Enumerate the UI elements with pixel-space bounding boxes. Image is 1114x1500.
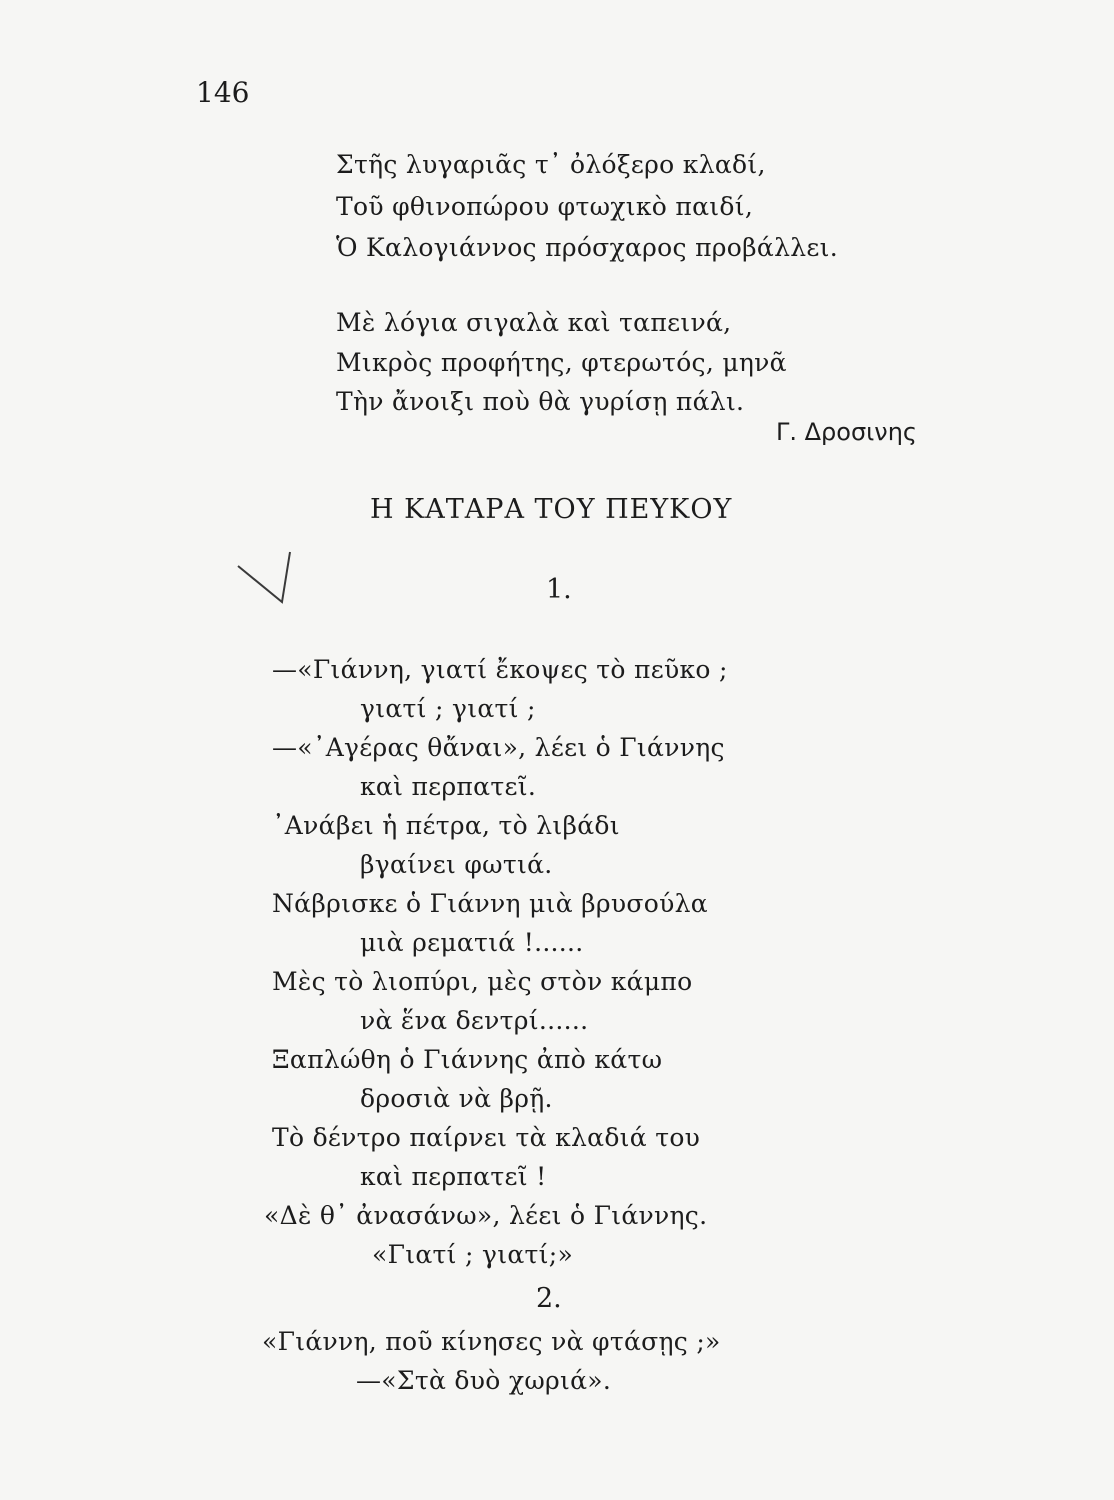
verse-line: —«᾽Αγέρας θἄναι», λέει ὁ Γιάννης [272,733,725,762]
verse-line: «Γιατί ; γιατί;» [372,1240,574,1269]
verse-line: βγαίνει φωτιά. [360,850,553,879]
verse-line: καὶ περπατεῖ. [360,772,537,801]
verse-line: Ὁ Καλογιάννος πρόσχαρος προβάλλει. [336,233,838,262]
verse-line: «Γιάννη, ποῦ κίνησες νὰ φτάσῃς ;» [262,1327,721,1356]
verse-line: Τὴν ἄνοιξι ποὺ θὰ γυρίσῃ πάλι. [336,387,745,416]
verse-line: Τοῦ φθινοπώρου φτωχικὸ παιδί, [336,192,754,221]
section-number-2: 2. [536,1283,562,1314]
check-mark-icon [232,540,302,610]
verse-line: Τὸ δέντρο παίρνει τὰ κλαδιά του [272,1123,701,1152]
author-signature: Γ. Δροσινης [776,418,917,446]
verse-line: Νάβρισκε ὁ Γιάννη μιὰ βρυσούλα [272,889,708,918]
verse-line: νὰ ἕνα δεντρί...... [360,1006,589,1035]
verse-line: Μὲ λόγια σιγαλὰ καὶ ταπεινά, [336,308,732,337]
page-number: 146 [196,76,250,109]
verse-line: καὶ περπατεῖ ! [360,1162,547,1191]
verse-line: ᾽Ανάβει ἡ πέτρα, τὸ λιβάδι [272,811,620,840]
verse-line: Στῆς λυγαριᾶς τ᾽ ὀλόξερο κλαδί, [336,150,766,179]
section-number-1: 1. [546,574,572,605]
verse-line: μιὰ ρεματιά !...... [360,928,584,957]
verse-line: Ξαπλώθη ὁ Γιάννης ἀπὸ κάτω [272,1045,663,1074]
verse-line: —«Στὰ δυὸ χωριά». [356,1366,612,1395]
poem-title: Η ΚΑΤΑΡΑ ΤΟΥ ΠΕΥΚΟΥ [370,494,733,525]
verse-line: —«Γιάννη, γιατί ἔκοψες τὸ πεῦκο ; [272,655,728,684]
verse-line: Μὲς τὸ λιοπύρι, μὲς στὸν κάμπο [272,967,693,996]
verse-line: «Δὲ θ᾽ ἀνασάνω», λέει ὁ Γιάννης. [264,1201,708,1230]
verse-line: Μικρὸς προφήτης, φτερωτός, μηνᾶ [336,348,787,377]
verse-line: γιατί ; γιατί ; [360,694,536,723]
verse-line: δροσιὰ νὰ βρῇ. [360,1084,553,1113]
